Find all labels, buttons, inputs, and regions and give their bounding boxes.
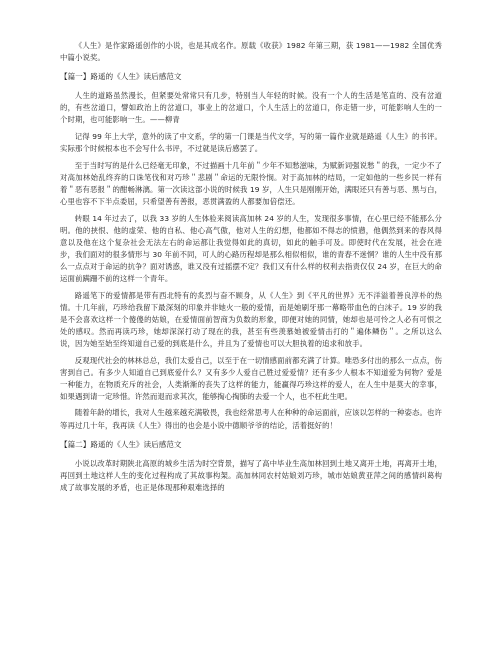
section-1-title: 路遥的《人生》读后感范文 (90, 72, 182, 82)
section-1-paragraph: 路遥笔下的爱情都是带有西北特有的炙烈与奋不顾身，从《人生》到《平凡的世界》无不洋溢着善良淳朴的热情。十几年前，巧珍给我留下最深刻的印象并非她火一般的爱情，而是她刷牙那一幕略带血色的白沫子。19 岁的我是不会喜欢这样一个傻傻的姑娘，在爱情面前智商为负数的形象，即便对她的同情，她却也是可怜之人必有可恨之处的感叹。然而再读巧珍，她却深深打动了现在的我，甚至有些羡慕她被爱情击打的＂遍体鳞伤＂。之所以这么说，因为她至始至终知道自己爱的到底是什么，并且为了爱情也可以大胆执着的追求和放手。 (60, 290, 442, 348)
section-2-paragraph: 小说以改革时期陕北高原的城乡生活为时空背景，描写了高中毕业生高加林回到土地又离开土地，再离开土地，再回到土地这样人生的变化过程构成了其故事构架。高加林同农村姑娘刘巧珍，城市姑娘黄亚萍之间的感情纠葛构成了故事发展的矛盾，也正是体现那种艰难选择的 (60, 458, 442, 492)
section-1-paragraph: 反观现代社会的林林总总，我们太爱自己，以至于在一切情感面前都充满了计算。唯恐多付出的那么一点点，伤害到自己。有多少人知道自己到底爱什么？又有多少人爱自己胜过爱爱情？还有多少人根本不知道爱为何物？爱是一种能力，在物质充斥的社会，人类渐渐的丧失了这样的能力，能赢得巧珍这样的爱人，在人生中是莫大的幸事，如果遇到请一定珍惜。许然而退而求其次，能够掏心掏肺的去爱一个人，也不枉此生吧。 (60, 355, 442, 401)
section-1-paragraph: 记得 99 年上大学，意外的读了中文系，学的第一门课是当代文学，写的第一篇作业就是路遥《人生》的书评。实际那个时候根本也不会写什么书评，不过就是读后感罢了。 (60, 131, 442, 154)
section-1-paragraph: 随着年龄的增长，我对人生越来越充满敬畏，我也经常思考人在种种的命运面前，应该以怎样的一种姿态。也许等再过几十年，我再读《人生》得出的也会是小说中德顺爷爷的结论，活着挺好的！ (60, 408, 442, 430)
section-1-paragraph: 至于当时写的是什么已经毫无印象，不过描画十几年前＂少年不知愁滋味，为赋新词强说愁＂的我，一定少不了对高加林始乱终弃的口诛笔伐和对巧珍＂悲剧＂命运的无限怜悯。对于高加林的结局，一定如他的一些乡民一样有着＂恶有恶报＂的酣畅淋漓。第一次读这部小说的时候我 19 岁，人生只是刚刚开始，满眼还只有善与恶、黑与白，心里也容不下半点委屈，只希望善有善报，恶贯满盈的人都要加倍偿还。 (60, 160, 442, 206)
section-2-heading (60, 439, 442, 451)
section-2-tag: 【篇二】 (60, 439, 91, 449)
intro-paragraph: 《人生》是作家路遥创作的小说，也是其成名作。原载《收获》1982 年第三期，获 1981——1982 全国优秀中篇小说奖。 (60, 41, 442, 63)
section-1-tag: 【篇一】 (60, 72, 91, 82)
section-1-paragraph: 转眼 14 年过去了，以我 33 岁的人生体验来阅读高加林 24 岁的人生，发现很多事情，在心里已经不能那么分明。他的挟恨、他的虚荣、他的自私、他心高气傲，他对人生的幻想，他都如不得志的愤懑，他偶然到来的春风得意以及他在这个复杂社会无法左右的命运都让我觉得如此的真切，如此的触手可及。即使时代在发展，社会在进步，我们面对的很多情形与 30 年前不同，可人的心路历程却是那么相似相似，谁的青春不迷惘？谁的人生中没有那么一点点对于命运的抗争？面对诱惑，谁又没有过摇摆不定？我们又有什么样的权利去指责仅仅 24 岁，在巨大的命运面前蹒跚不前的这样一个青年。 (60, 213, 442, 283)
section-2-title: 路遥的《人生》读后感范文 (90, 439, 182, 449)
section-1-heading (60, 71, 442, 83)
section-1-paragraph: 人生的道路虽然漫长，但紧要处常常只有几步，特别当人年轻的时候。没有一个人的生活是笔直的、没有岔道的，有些岔道口，譬如政治上的岔道口，事业上的岔道口，个人生活上的岔道口，你走错一步，可能影响人生的一个时期，也可能影响一生。——柳青 (60, 91, 442, 125)
